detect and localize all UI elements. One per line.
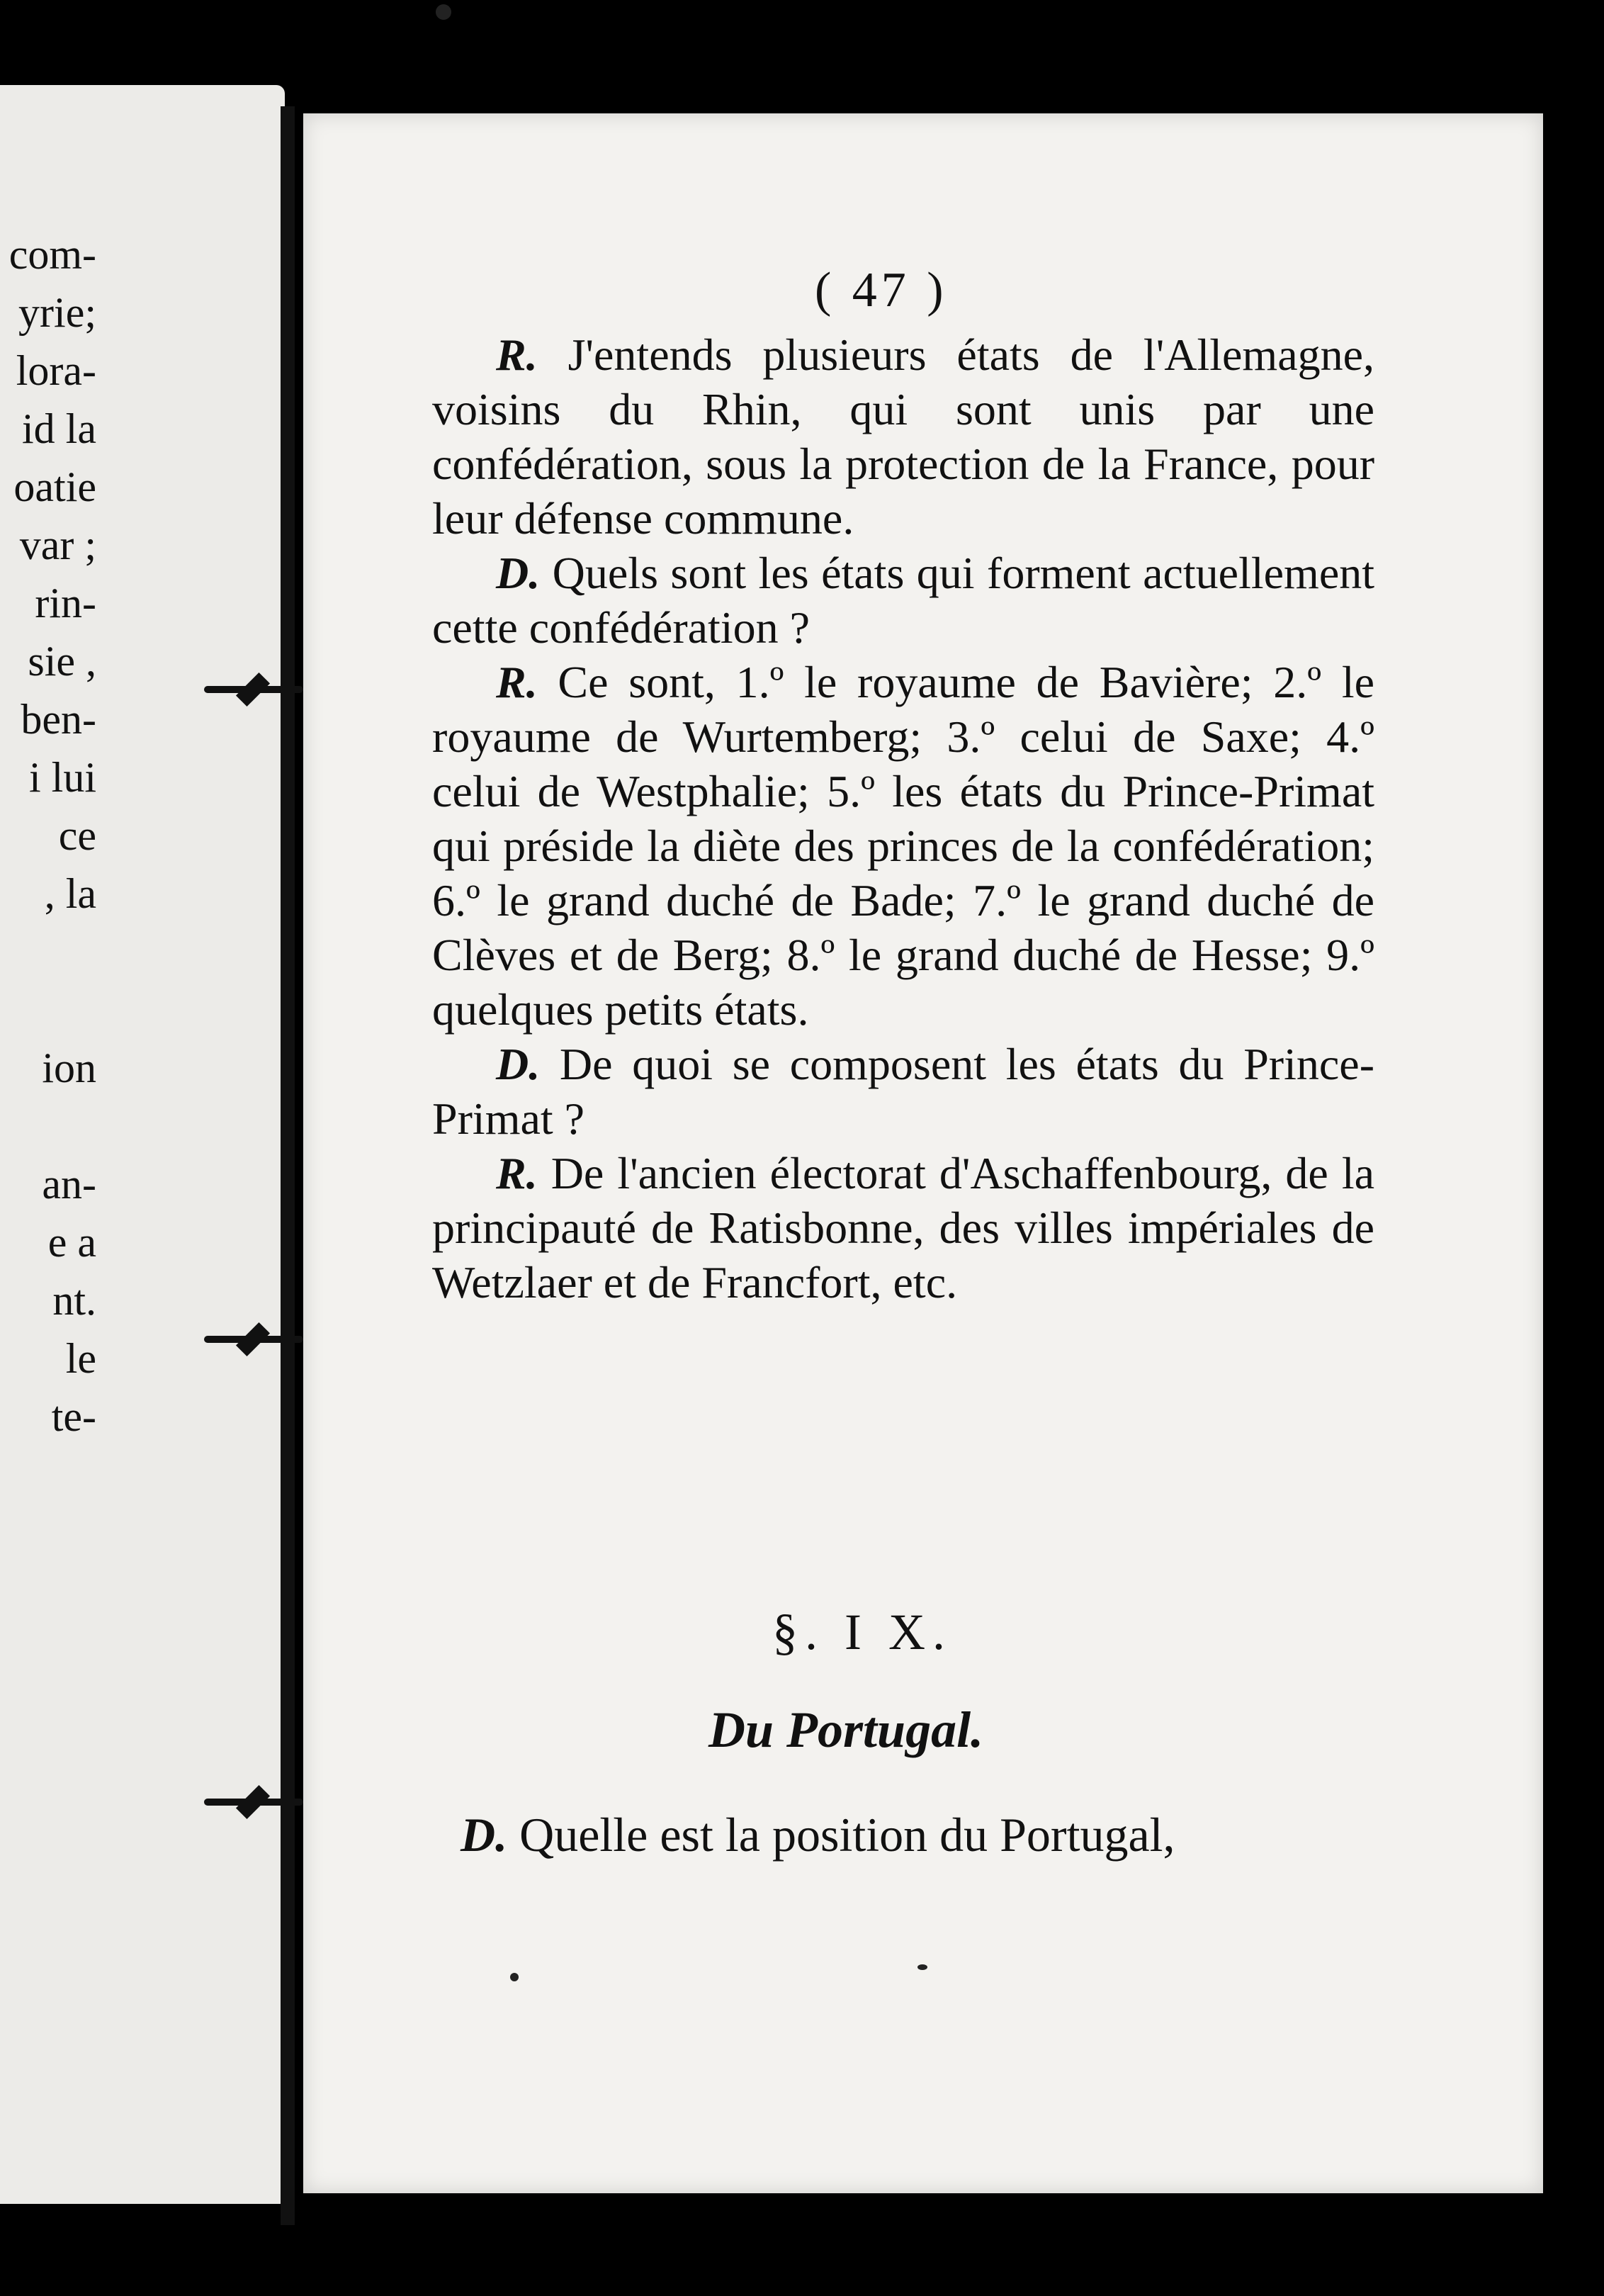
paragraph xyxy=(432,1146,1374,1310)
left-fragment-line: com- xyxy=(9,231,96,278)
paragraph-text: Ce sont, 1.º le royaume de Bavière; 2.º le royaume de Wurtemberg; 3.º celui de Saxe; 4.º celui de Westphalie; 5.º les états du Prince-Primat qui préside la diète des princes de la confédération; 6.º le grand duché de Bade; 7.º le grand duché de Clèves et de Berg; 8.º le grand duché de Hesse; 9.º quelques petits états. xyxy=(432,657,1374,1035)
left-fragment-line: ion xyxy=(42,1045,96,1091)
left-fragment-line xyxy=(0,981,96,1039)
speaker-marker: D. xyxy=(496,548,541,598)
left-fragment-line: le xyxy=(65,1335,96,1382)
left-fragment-line: e a xyxy=(47,1219,96,1266)
speaker-marker: D. xyxy=(461,1808,508,1862)
paragraph-text: Quelle est la position du Portugal, xyxy=(507,1808,1175,1862)
last-line xyxy=(461,1807,1353,1863)
paragraph-text: De quoi se composent les états du Prince-Primat ? xyxy=(432,1039,1374,1144)
section-subtitle: Du Portugal. xyxy=(708,1701,984,1758)
left-fragment-line: id la xyxy=(22,405,96,452)
left-fragment-line: nt. xyxy=(52,1277,96,1324)
left-fragment-line: lora- xyxy=(16,347,96,394)
left-fragment-line: rin- xyxy=(35,580,96,626)
left-fragment-line: oatie xyxy=(13,463,96,510)
left-fragment-line: sie , xyxy=(28,638,96,685)
ink-speck xyxy=(510,1973,519,1981)
speaker-marker: D. xyxy=(496,1039,541,1089)
left-fragment-line: yrie; xyxy=(18,289,96,336)
page-number: ( 47 ) xyxy=(815,263,948,317)
binding-stitch xyxy=(204,1799,303,1806)
speaker-marker: R. xyxy=(496,330,538,380)
binding-stitch xyxy=(204,1336,303,1343)
left-fragment-line xyxy=(0,1097,96,1155)
speaker-marker: R. xyxy=(496,1148,538,1198)
left-fragment-line xyxy=(0,923,96,981)
book-gutter xyxy=(281,106,295,2225)
left-fragment-line: an- xyxy=(42,1161,96,1208)
paragraph xyxy=(432,1037,1374,1146)
left-fragment-line: ben- xyxy=(21,696,96,743)
ink-speck xyxy=(436,4,451,20)
paragraph-text: De l'ancien électorat d'Aschaffenbourg, de la principauté de Ratisbonne, des villes impériales de Wetzlaer et de Francfort, etc. xyxy=(432,1148,1374,1307)
binding-stitch xyxy=(204,686,303,693)
left-fragment-line: var ; xyxy=(19,522,96,568)
left-fragment-line: i lui xyxy=(28,754,96,801)
speaker-marker: R. xyxy=(496,657,538,707)
paragraph xyxy=(432,546,1374,655)
section-heading: §. I X. xyxy=(772,1604,952,1660)
left-page-text-fragments xyxy=(0,225,96,1446)
left-fragment-line: , la xyxy=(44,870,96,917)
paragraph xyxy=(432,327,1374,546)
left-fragment-line: te- xyxy=(51,1393,96,1440)
paragraph-text: Quels sont les états qui forment actuellement cette confédération ? xyxy=(432,548,1374,653)
body-text xyxy=(432,327,1374,1310)
paragraph-text: J'entends plusieurs états de l'Allemagne, voisins du Rhin, qui sont unis par une confédération, sous la protection de la France, pour leur défense commune. xyxy=(432,330,1374,544)
paragraph xyxy=(432,655,1374,1037)
left-fragment-line: ce xyxy=(58,812,96,859)
ink-speck xyxy=(917,1964,927,1970)
